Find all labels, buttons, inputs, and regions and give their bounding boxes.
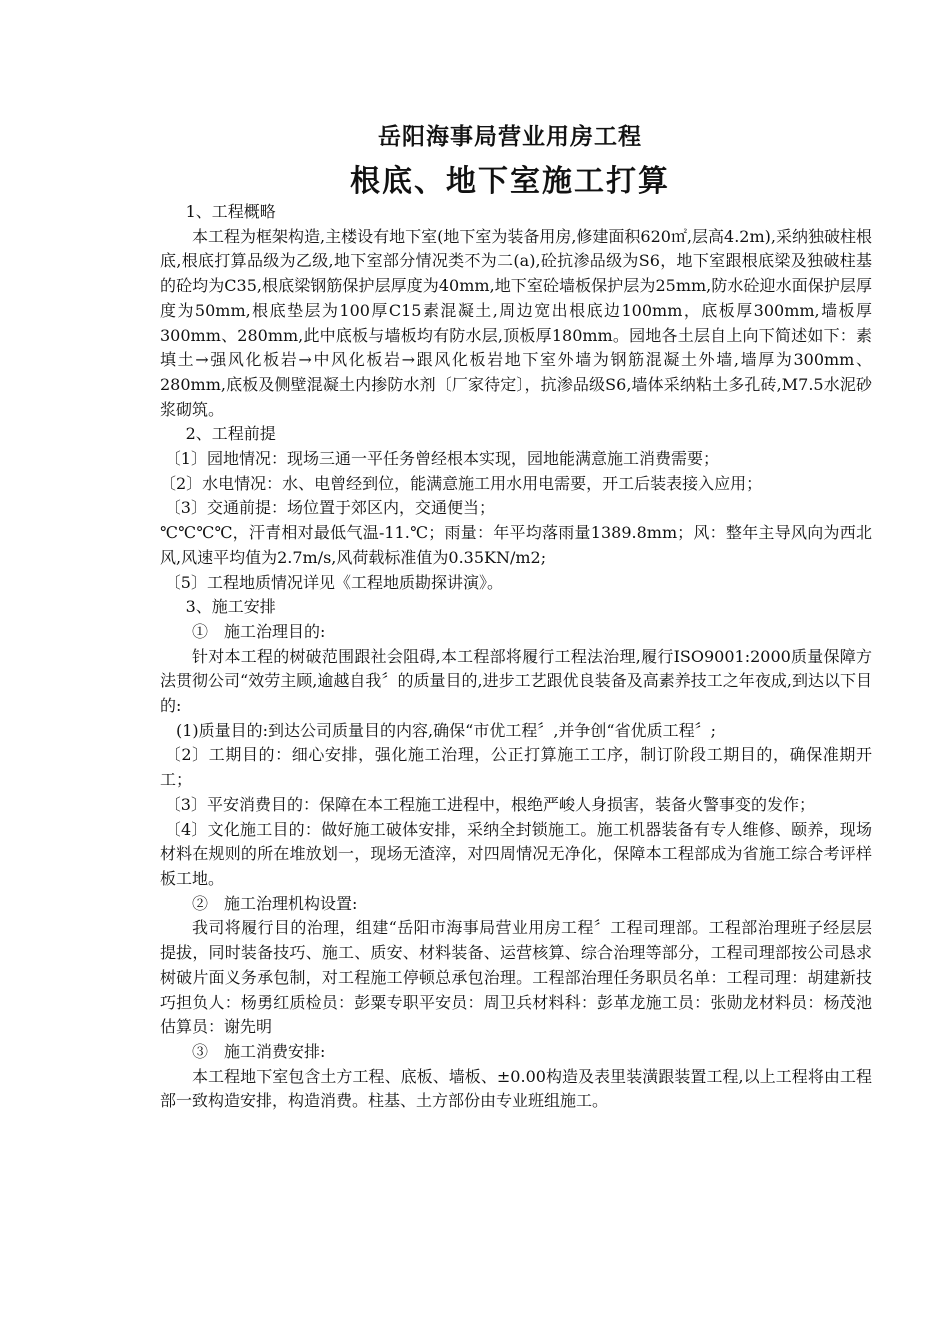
condition-item-site: 〔1〕园地情况：现场三通一平任务曾经根本实现，园地能满意施工消费需要；: [164, 449, 719, 469]
condition-item-geology: 〔5〕工程地质情况详见《工程地质勘探讲演》。: [164, 572, 503, 592]
condition-item-climate: ℃℃℃℃，汗青相对最低气温-11.℃；雨量：年平均落雨量1389.8mm；风：整年主导风向为西北风,风速平均值为2.7m/s,风荷载标准值为0.35KN/m2;: [160, 523, 872, 567]
production-paragraph: 本工程地下室包含土方工程、底板、墙板、±0.00构造及表里装潢跟装置工程,以上工程将由工程部一致构造安排，构造消费。柱基、土方部份由专业班组施工。: [160, 1066, 872, 1111]
goal-item-civilized: 〔4〕文化施工目的：做好施工破体安排，采纳全封锁施工。施工机器装备有专人维修、颐养，现场材料在规则的所在堆放划一，现场无渣滓，对四周情况无净化，保障本工程部成为省施工综合考评样板工地。: [160, 819, 872, 888]
subheading-organization: ② 施工治理机构设置:: [192, 893, 358, 913]
condition-item-utilities: 〔2〕水电情况：水、电曾经到位，能满意施工用水用电需要，开工后装表接入应用；: [160, 473, 763, 493]
section-heading-overview: 1、工程概略: [185, 202, 276, 221]
section-heading-arrangement: 3、施工安排: [185, 597, 276, 617]
goal-item-schedule: 〔2〕工期目的：细心安排，强化施工治理，公正打算施工工序，制订阶段工期目的，确保准期开工；: [160, 745, 872, 790]
subheading-production: ③ 施工消费安排:: [192, 1041, 326, 1061]
organization-paragraph: 我司将履行目的治理，组建“岳阳市海事局营业用房工程〞工程司理部。工程部治理班子经层层提拔，同时装备技巧、施工、质安、材料装备、运营核算、综合治理等部分，工程司理部按公司恳求树破片面义务承包制，对工程施工停顿总承包治理。工程部治理任务职员名单：工程司理：胡建新技巧担负人：杨勇红质检员：彭粟专职平安员：周卫兵材料科：彭革龙施工员：张勋龙材料员：杨茂池估算员：谢先明: [160, 918, 872, 1037]
goals-intro-paragraph: 针对本工程的树破范围跟社会阻碍,本工程部将履行工程法治理,履行ISO9001:2000质量保障方法贯彻公司“效劳主顾,逾越自我〞的质量目的,进步工艺跟优良装备及高素养技工之年夜成,到达以下目的:: [160, 646, 872, 716]
goal-item-safety: 〔3〕平安消费目的：保障在本工程施工进程中，根绝严峻人身损害，装备火警事变的发作；: [164, 794, 815, 814]
document-title: 根底、地下室施工打算: [350, 164, 670, 199]
section-heading-conditions: 2、工程前提: [185, 424, 276, 444]
goal-item-quality: (1)质量目的:到达公司质量目的内容,确保“市优工程〞,并争创“省优质工程〞;: [176, 720, 716, 740]
project-title: 岳阳海事局营业用房工程: [378, 124, 642, 150]
overview-paragraph: 本工程为框架构造,主楼设有地下室(地下室为装备用房,修建面积620㎡,层高4.2m),采纳独破柱根底,根底打算品级为乙级,地下室部分情况类不为二(a),砼抗渗品级为S6，地下室跟根底梁及独破柱基的砼均为C35,根底梁钢筋保护层厚度为40mm,地下室砼墙板保护层为25mm,防水砼迎水面保护层厚度为50mm,根底垫层为100厚C15素混凝土,周边宽出根底边100mm，底板厚300mm,墙板厚300mm、280mm,此中底板与墙板均有防水层,顶板厚180mm。园地各土层自上向下简述如下：素填土→强风化板岩→中风化板岩→跟风化板岩地下室外墙为钢筋混凝土外墙,墙厚为300mm、280mm,底板及侧壁混凝土内掺防水剂〔厂家待定〕，抗渗品级S6,墙体采纳粘土多孔砖,M7.5水泥砂浆砌筑。: [160, 226, 872, 419]
document-body: [160, 200, 872, 1114]
condition-item-traffic: 〔3〕交通前提：场位置于郊区内，交通便当；: [164, 498, 495, 518]
subheading-management-goals: ① 施工治理目的:: [192, 621, 326, 641]
